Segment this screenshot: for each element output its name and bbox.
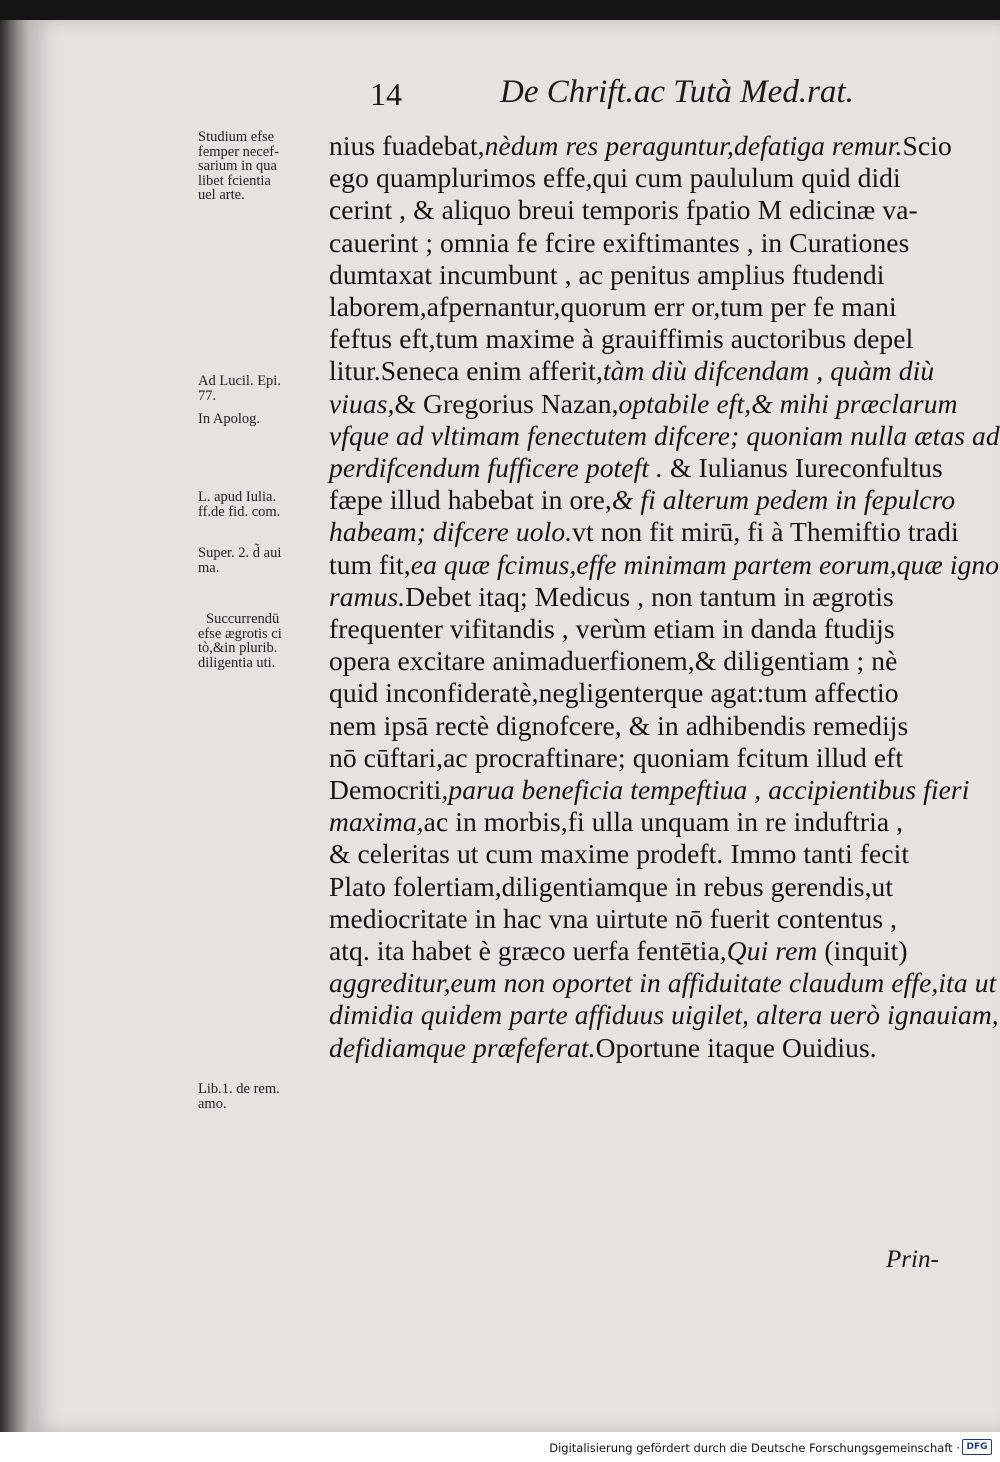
italic-quote: parua beneficia tempeftiua , accipientibus fieri [448,774,970,805]
catchword: Prin- [886,1246,939,1273]
italic-quote: dimidia quidem parte affiduus uigilet, altera uerò ignauiam, [329,999,999,1031]
text-line [329,162,901,194]
text-line [329,806,903,838]
text-line [329,549,999,581]
text-line [329,838,909,870]
text-line [329,516,959,548]
text-line [329,484,955,516]
margin-note-studium [198,130,324,203]
margin-note-apud-iulia [198,490,324,519]
text-line [329,194,918,226]
margin-note-line: diligentia uti. [198,654,276,671]
margin-note-line: uel arte. [198,187,245,203]
italic-quote: vfque ad vltimam fenectutem difcere; quoniam nulla ætas ad [329,419,1000,451]
italic-quote: perdifcendum fufficere poteft . [329,452,671,483]
margin-note-line: amo. [198,1095,227,1112]
text-segment: mediocritate in hac vna uirtute nō fuerit contentus , [329,902,898,934]
margin-note-lib-de-rem [198,1082,324,1111]
margin-note-in-apolog [198,412,324,427]
italic-quote: defidiamque præfeferat. [329,1031,596,1063]
text-line [329,742,903,774]
text-line [329,355,934,387]
margin-note-line: L. apud Iulia. [198,489,277,505]
text-line [329,388,958,420]
text-segment: quid inconfideratè,negligenterque agat:tum affectio [329,677,899,709]
margin-note-super [198,546,324,575]
text-segment: litur.Seneca enim afferit, [329,355,603,387]
text-segment: Debet itaq; Medicus , non tantum in ægrotis [405,580,894,612]
text-segment: cauerint ; omnia fe fcire exiftimantes , in Curationes [329,226,910,258]
text-line [329,871,893,903]
margin-note-line: tò,&in plurib. [198,640,278,656]
italic-quote: & fi alterum pedem in fepulcro [611,484,956,516]
margin-note-line: libet fcientia [198,172,271,189]
text-segment: vt non fit mirū, fi à Themiftio tradi [572,516,959,548]
text-line [329,1032,877,1064]
text-segment: cerint , & aliquo breui temporis fpatio M edicinæ va- [329,194,918,226]
text-segment: & Iulianus Iureconfultus [670,452,943,483]
text-line [329,967,996,999]
margin-note-line: Studium efse [198,129,275,145]
book-spine-edge [0,20,28,1432]
text-line [329,420,1000,452]
digitization-footer [0,1432,1000,1462]
text-segment: Oportune itaque Ouidius. [595,1031,877,1063]
text-segment: nō cūftari,ac procraftinare; quoniam fcitum illud eft [329,741,904,773]
text-line [329,999,999,1031]
margin-note-line: Lib.1. de rem. [198,1081,280,1097]
text-segment: ego quamplurimos effe,qui cum paululum quid didi [329,162,901,194]
text-segment: Plato folertiam,diligentiamque in rebus gerendis,ut [329,870,894,902]
text-segment: tum fit, [329,548,411,580]
italic-quote: viuas, [329,387,395,419]
text-line [329,452,943,484]
text-line [329,130,952,162]
text-segment: laborem,afpernantur,quorum err or,tum per fe mani [329,291,897,322]
italic-quote: habeam; difcere uolo. [329,516,573,548]
text-segment: feftus eft,tum maxime à grauiffimis auctoribus depel [329,323,914,355]
text-segment: & celeritas ut cum maxime prodeft. Immo tanti fecit [329,838,910,870]
page-number: 14 [370,76,402,112]
text-segment: (inquit) [817,935,908,966]
margin-note-line: efse ægrotis ci [198,625,282,642]
text-segment: ac in morbis,fi ulla unquam in re induftria , [423,806,904,838]
text-segment: opera excitare animaduerfionem,& diligentiam ; nè [329,645,898,677]
italic-quote: maxima, [329,806,424,838]
text-segment: fæpe illud habebat in ore, [329,484,612,516]
text-segment: frequenter vifitandis , verùm etiam in danda ftudijs [329,613,895,644]
text-line [329,710,908,742]
page-header [370,72,930,122]
margin-note-line: 77. [198,387,217,404]
margin-note-line: ma. [198,559,220,576]
funding-credit: Digitalisierung gefördert durch die Deutsche Forschungsgemeinschaft · [549,1441,960,1455]
margin-note-line: In Apolog. [198,411,261,427]
text-line [329,935,908,967]
text-segment: nius fuadebat, [329,130,485,161]
italic-quote: aggreditur,eum non oportet in affiduitate claudum effe,ita ut [329,967,997,999]
text-line [329,903,897,935]
margin-note-ad-lucil [198,374,324,403]
margin-note-line: ff.de fid. com. [198,503,281,520]
margin-note-succurrendum [198,612,324,670]
text-line [329,677,899,709]
margin-note-line: femper necef- [198,143,279,160]
text-segment: Scio [902,130,952,161]
margin-note-line: Super. 2. d̃ aui [198,545,282,561]
italic-quote: ea quæ fcimus,effe minimam partem eorum,quæ igno [410,548,1000,580]
text-line [329,323,913,355]
text-segment: nem ipsā rectè dignofcere, & in adhibendis remedijs [329,709,909,741]
text-line [329,613,895,645]
margin-note-line: sarium in qua [198,158,277,174]
italic-quote: optabile eft,& mihi præclarum [618,387,958,419]
text-segment: atq. ita habet è græco uerfa fentētia, [329,935,727,966]
text-line [329,645,897,677]
italic-quote: tàm diù difcendam , quàm diù [602,355,935,387]
text-line [329,581,894,613]
margin-note-line: Succurrendū [206,611,280,627]
text-segment: Democriti, [329,774,449,805]
italic-quote: ramus. [329,580,406,612]
text-line [329,259,884,291]
margin-note-line: Ad Lucil. Epi. [198,373,281,389]
text-line [329,291,897,323]
italic-quote: nèdum res peraguntur,defatiga remur. [484,130,903,161]
text-segment: & Gregorius Nazan, [394,387,619,419]
text-line [329,227,909,259]
text-segment: dumtaxat incumbunt , ac penitus amplius ftudendi [329,258,885,290]
dfg-logo: DFG [962,1439,992,1455]
italic-quote: Qui rem [726,935,818,966]
running-title: De Chrift.ac Tutà Med.rat. [500,74,854,110]
text-line [329,774,969,806]
